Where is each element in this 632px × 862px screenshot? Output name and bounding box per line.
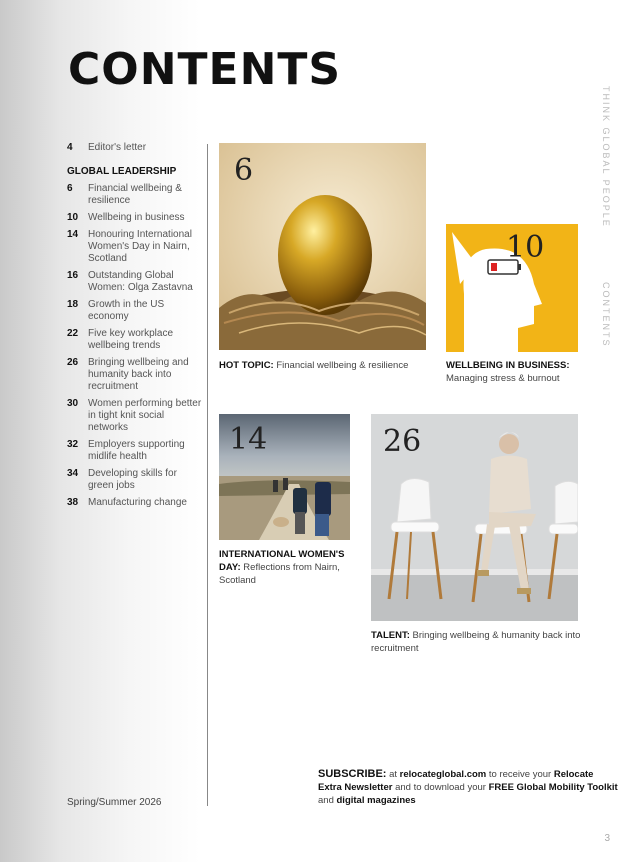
- divider-line: [207, 144, 208, 806]
- toc-label: Bringing wellbeing and humanity back into recruitment: [88, 357, 189, 392]
- battery-head-illustration[interactable]: [446, 224, 578, 352]
- toc-page-number: 26: [67, 357, 79, 368]
- toc-label: Manufacturing change: [88, 497, 187, 508]
- toc-label: Financial wellbeing & resilience: [88, 183, 182, 206]
- toc-label: Wellbeing in business: [88, 212, 185, 223]
- caption-talent: TALENT: Bringing wellbeing & humanity back into recruitment: [371, 630, 581, 654]
- toc-entry[interactable]: [67, 270, 203, 294]
- feature-page-number: 26: [383, 424, 422, 459]
- caption-wellbeing: WELLBEING IN BUSINESS: Managing stress & burnout: [446, 360, 570, 384]
- toc-page-number: 18: [67, 299, 79, 310]
- issue-season: Spring/Summer 2026: [67, 797, 162, 808]
- side-label-brand: THINK GLOBAL PEOPLE: [601, 86, 611, 228]
- toc-page-number: 38: [67, 497, 79, 508]
- feature-page-number: 6: [234, 153, 254, 188]
- golden-egg-image[interactable]: [219, 143, 426, 350]
- toc-label: Honouring International Women's Day in Nairn, Scotland: [88, 229, 192, 264]
- toc-entry[interactable]: [67, 497, 203, 509]
- toc-entry[interactable]: [67, 357, 203, 393]
- caption-womens-day: INTERNATIONAL WOMEN'S DAY: Reflections from Nairn, Scotland: [219, 549, 345, 586]
- page-number: 3: [604, 833, 610, 844]
- talent-chairs-photo[interactable]: [371, 414, 578, 621]
- feature-page-number: 10: [506, 230, 545, 265]
- subscribe-block: SUBSCRIBE: at relocateglobal.com to receive your Relocate Extra Newsletter and to download your FREE Global Mobility Toolkit and digital magazines: [318, 768, 618, 806]
- toc-page-number: 14: [67, 229, 79, 240]
- toc-page-number: 22: [67, 328, 79, 339]
- toc-page-number: 30: [67, 398, 79, 409]
- toc-label: Growth in the US economy: [88, 299, 165, 322]
- toc-label: Outstanding Global Women: Olga Zastavna: [88, 270, 193, 293]
- page-title: CONTENTS: [68, 44, 342, 95]
- toc-entry[interactable]: [67, 439, 203, 463]
- toc-page-number: 32: [67, 439, 79, 450]
- toc-entry[interactable]: [67, 142, 203, 154]
- toc-entry[interactable]: [67, 328, 203, 352]
- toc-entry[interactable]: [67, 183, 203, 207]
- toc-section-heading: GLOBAL LEADERSHIP: [67, 166, 177, 177]
- toc-entry[interactable]: [67, 212, 203, 224]
- nairn-walk-photo[interactable]: [219, 414, 350, 540]
- toc-page-number: 34: [67, 468, 79, 479]
- toc-entry[interactable]: [67, 398, 203, 434]
- toc-entry[interactable]: [67, 468, 203, 492]
- toc-label: Women performing better in tight knit social networks: [88, 398, 202, 433]
- caption-hot-topic: HOT TOPIC: Financial wellbeing & resilience: [219, 360, 409, 371]
- toc-label: Employers supporting midlife health: [88, 439, 185, 462]
- toc-page-number: 4: [67, 142, 73, 153]
- toc-page-number: 6: [67, 183, 73, 194]
- toc-label: Five key workplace wellbeing trends: [88, 328, 174, 351]
- feature-page-number: 14: [229, 422, 268, 457]
- site-link[interactable]: relocateglobal.com: [399, 769, 487, 780]
- toc-label: Developing skills for green jobs: [88, 468, 177, 491]
- toc-entry[interactable]: [67, 299, 203, 323]
- toc-page-number: 16: [67, 270, 79, 281]
- toc-entry[interactable]: [67, 229, 203, 265]
- toc-label: Editor's letter: [88, 142, 147, 153]
- toc-page-number: 10: [67, 212, 79, 223]
- side-label-section: CONTENTS: [601, 282, 611, 348]
- table-of-contents: [67, 142, 203, 514]
